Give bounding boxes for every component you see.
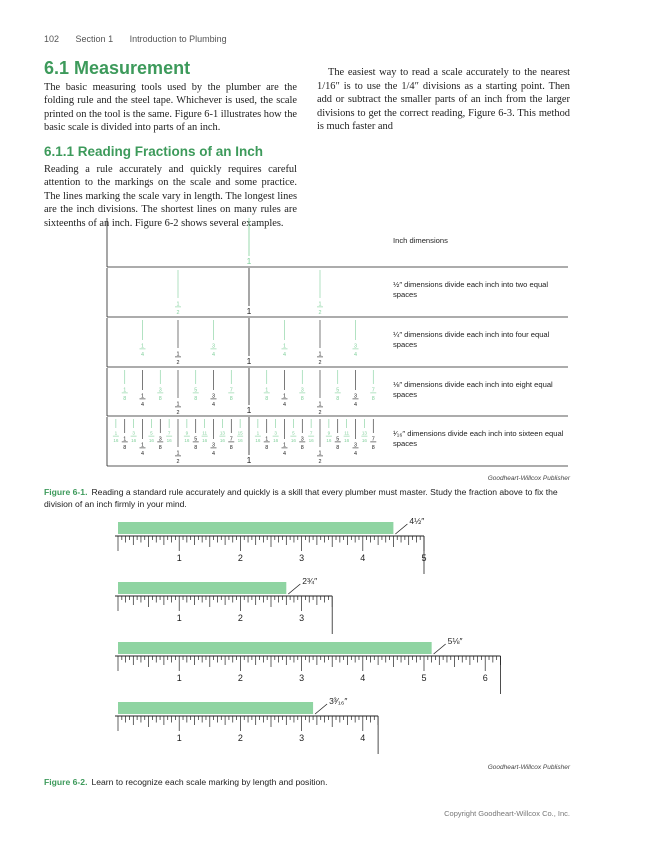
division-denominator: 16 <box>148 438 154 444</box>
division-numerator: 1 <box>176 301 180 308</box>
figure-6-1-credit: Goodheart-Willcox Publisher <box>487 475 570 482</box>
division-numerator: 1 <box>123 387 127 394</box>
division-numerator: 7 <box>167 430 171 436</box>
division-denominator: 16 <box>290 438 296 444</box>
division-numerator: 3 <box>274 430 277 436</box>
division-denominator: 8 <box>265 395 269 402</box>
division-numerator: 1 <box>176 401 180 408</box>
division-denominator: 2 <box>318 458 322 465</box>
row-description: Inch dimensions <box>393 236 448 245</box>
inch-label: 1 <box>246 455 252 465</box>
sample-rule-2 <box>115 576 332 634</box>
division-numerator: 3 <box>212 343 215 350</box>
scale-inch-number: 2 <box>237 733 243 743</box>
division-denominator: 16 <box>184 438 190 444</box>
division-denominator: 16 <box>166 438 172 444</box>
subsection-title: 6.1.1 Reading Fractions of an Inch <box>44 143 264 159</box>
division-numerator: 1 <box>141 442 144 449</box>
scale-inch-number: 1 <box>176 613 182 623</box>
division-denominator: 2 <box>318 359 322 366</box>
figure-6-1-caption-label: Figure 6-1. <box>44 487 88 497</box>
division-denominator: 2 <box>176 458 180 465</box>
figure-6-2-caption-label: Figure 6-2. <box>44 777 88 787</box>
scale-inch-number: 2 <box>237 613 243 623</box>
scale-inch-number: 1 <box>176 673 182 683</box>
scale-inch-number: 5 <box>421 673 427 683</box>
division-numerator: 3 <box>354 393 357 400</box>
division-numerator: 7 <box>371 436 375 443</box>
division-denominator: 16 <box>326 438 332 444</box>
reading-bar <box>118 522 393 534</box>
reading-label: 2¾″ <box>302 576 318 586</box>
reading-bar <box>118 642 432 654</box>
reading-pointer <box>288 584 300 594</box>
division-numerator: 1 <box>176 450 180 457</box>
division-denominator: 8 <box>158 444 162 451</box>
sample-rule-3 <box>115 636 501 694</box>
scale-inch-number: 4 <box>360 553 366 563</box>
division-numerator: 1 <box>141 393 144 400</box>
reading-label: 4½″ <box>409 516 425 526</box>
division-denominator: 8 <box>300 444 304 451</box>
division-denominator: 4 <box>141 450 144 457</box>
division-numerator: 1 <box>283 343 286 350</box>
inch-label: 1 <box>246 405 252 415</box>
division-numerator: 5 <box>292 430 295 436</box>
division-numerator: 1 <box>318 450 322 457</box>
reading-label: 3³⁄₁₆″ <box>329 696 348 706</box>
division-denominator: 8 <box>123 395 127 402</box>
division-denominator: 8 <box>371 395 375 402</box>
scale-inch-number: 3 <box>299 733 305 743</box>
division-denominator: 4 <box>141 351 144 358</box>
section-label: Section 1 <box>75 34 114 44</box>
scale-inch-number: 3 <box>299 613 305 623</box>
figure-6-2-caption <box>44 777 584 789</box>
division-numerator: 7 <box>309 430 313 436</box>
chapter-label: Introduction to Plumbing <box>129 34 227 44</box>
scale-inch-number: 5 <box>421 553 427 563</box>
division-numerator: 1 <box>318 401 322 408</box>
division-denominator: 8 <box>194 395 198 402</box>
figure-6-2-caption-text: Learn to recognize each scale marking by length and position. <box>91 777 328 787</box>
reading-bar <box>118 702 313 714</box>
division-denominator: 2 <box>318 409 322 416</box>
reading-bar <box>118 582 286 594</box>
division-numerator: 5 <box>336 436 340 443</box>
division-denominator: 16 <box>237 438 243 444</box>
division-numerator: 5 <box>194 436 198 443</box>
division-denominator: 8 <box>300 395 304 402</box>
reading-pointer <box>315 704 327 714</box>
reading-label: 5⅛″ <box>447 636 463 646</box>
division-denominator: 4 <box>212 401 215 408</box>
division-numerator: 3 <box>158 387 162 394</box>
division-numerator: 3 <box>132 430 135 436</box>
division-denominator: 2 <box>318 309 322 316</box>
division-numerator: 1 <box>283 393 286 400</box>
division-denominator: 8 <box>229 395 233 402</box>
division-denominator: 16 <box>131 438 137 444</box>
division-denominator: 16 <box>273 438 279 444</box>
division-numerator: 5 <box>336 387 340 394</box>
division-denominator: 16 <box>308 438 314 444</box>
inch-label: 1 <box>246 356 252 366</box>
division-numerator: 13 <box>219 430 225 436</box>
division-numerator: 11 <box>202 430 208 436</box>
division-numerator: 1 <box>256 430 260 436</box>
division-denominator: 4 <box>354 351 357 358</box>
division-denominator: 2 <box>176 359 180 366</box>
division-denominator: 16 <box>202 438 208 444</box>
division-numerator: 3 <box>300 387 304 394</box>
division-numerator: 3 <box>212 442 215 449</box>
row-description: ¹⁄₁₆″ dimensions divide each inch into sixteen equal spaces <box>393 429 564 448</box>
division-numerator: 9 <box>185 430 189 436</box>
division-numerator: 3 <box>300 436 304 443</box>
reading-pointer <box>395 524 407 534</box>
section-title: 6.1 Measurement <box>44 58 191 78</box>
division-denominator: 8 <box>336 395 340 402</box>
division-numerator: 1 <box>114 430 118 436</box>
division-numerator: 3 <box>158 436 162 443</box>
scale-inch-number: 1 <box>176 553 182 563</box>
division-denominator: 4 <box>283 351 286 358</box>
division-denominator: 8 <box>336 444 340 451</box>
scale-inch-number: 1 <box>176 733 182 743</box>
division-denominator: 16 <box>344 438 350 444</box>
figure-6-1-caption-text: Reading a standard rule accurately and quickly is a skill that every plumber must master. Study the fraction above to fix the division of an inch firmly in your mind. <box>44 487 558 509</box>
division-denominator: 4 <box>212 450 215 457</box>
scale-inch-number: 2 <box>237 553 243 563</box>
division-denominator: 16 <box>255 438 261 444</box>
scale-inch-number: 3 <box>299 673 305 683</box>
division-denominator: 4 <box>354 401 357 408</box>
division-numerator: 1 <box>318 351 322 358</box>
division-numerator: 7 <box>229 387 233 394</box>
inch-label: 1 <box>246 306 252 316</box>
scale-inch-number: 2 <box>237 673 243 683</box>
division-denominator: 2 <box>176 409 180 416</box>
division-numerator: 7 <box>371 387 375 394</box>
division-numerator: 1 <box>265 387 269 394</box>
row-description: ¼″ dimensions divide each inch into four equal spaces <box>393 330 550 349</box>
division-denominator: 8 <box>123 444 127 451</box>
division-denominator: 4 <box>141 401 144 408</box>
sample-rule-4 <box>115 696 378 754</box>
division-denominator: 4 <box>283 450 286 457</box>
reading-pointer <box>434 644 446 654</box>
division-numerator: 5 <box>194 387 198 394</box>
division-denominator: 8 <box>371 444 375 451</box>
sample-rule-1 <box>115 516 427 574</box>
division-denominator: 8 <box>194 444 198 451</box>
scale-inch-number: 4 <box>360 733 366 743</box>
division-denominator: 16 <box>219 438 225 444</box>
division-numerator: 1 <box>176 351 180 358</box>
copyright-notice: Copyright Goodheart-Willcox Co., Inc. <box>444 809 570 818</box>
reading-paragraph-a: Reading a rule accurately and quickly requires careful attention to the markings on the scale and some practice. The lines marking the scale vary in length. The longest lines are the inch divisions. The shortest lines on many rules are sixteenths of an inch. Figure 6-2 shows several examples. <box>44 163 297 229</box>
intro-paragraph: The basic measuring tools used by the plumber are the folding rule and the steel tape. Whichever is used, the scale printed on the tool is the same. Figure 6-1 illustrates how the basic scale is divided into parts of an inch. <box>44 81 297 134</box>
division-numerator: 3 <box>354 442 357 449</box>
division-denominator: 4 <box>354 450 357 457</box>
division-denominator: 8 <box>265 444 269 451</box>
division-numerator: 7 <box>229 436 233 443</box>
division-numerator: 1 <box>265 436 269 443</box>
row-description: ⅛″ dimensions divide each inch into eight equal spaces <box>393 380 553 399</box>
division-denominator: 2 <box>176 309 180 316</box>
scale-inch-number: 6 <box>482 673 488 683</box>
division-numerator: 3 <box>212 393 215 400</box>
division-numerator: 5 <box>150 430 153 436</box>
inch-label: 1 <box>246 256 252 266</box>
page-number: 102 <box>44 34 60 44</box>
division-numerator: 3 <box>354 343 357 350</box>
division-numerator: 1 <box>123 436 127 443</box>
division-numerator: 1 <box>141 343 144 350</box>
division-denominator: 8 <box>158 395 162 402</box>
division-denominator: 8 <box>229 444 233 451</box>
scale-inch-number: 4 <box>360 673 366 683</box>
division-numerator: 1 <box>283 442 286 449</box>
division-numerator: 1 <box>318 301 322 308</box>
division-numerator: 11 <box>344 430 350 436</box>
division-denominator: 4 <box>212 351 215 358</box>
figure-6-2-credit: Goodheart-Willcox Publisher <box>487 764 570 771</box>
reading-paragraph-b: The easiest way to read a scale accurately to the nearest 1/16″ is to use the 1/4″ divisions as a starting point. Then add or subtract the smaller parts of an inch from the larger divisions to get the correct reading, Figure 6-3. This method is much faster and <box>317 67 570 133</box>
division-numerator: 9 <box>327 430 331 436</box>
scale-inch-number: 3 <box>299 553 305 563</box>
row-description: ½″ dimensions divide each inch into two equal spaces <box>393 280 549 299</box>
division-numerator: 15 <box>237 430 243 436</box>
division-denominator: 4 <box>283 401 286 408</box>
division-denominator: 16 <box>113 438 119 444</box>
division-denominator: 16 <box>361 438 367 444</box>
division-numerator: 13 <box>361 430 367 436</box>
